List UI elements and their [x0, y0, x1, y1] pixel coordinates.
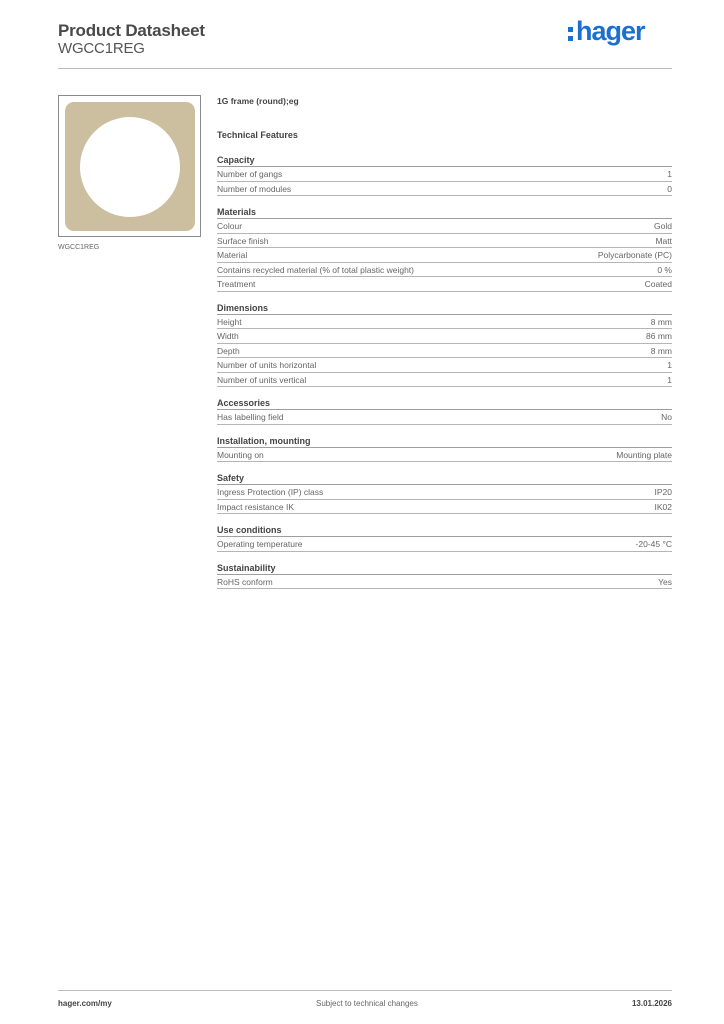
spec-label: Treatment [217, 279, 256, 289]
spec-value: Mounting plate [616, 449, 672, 460]
spec-label: Width [217, 331, 239, 341]
section-title: Safety [217, 473, 672, 485]
spec-section [217, 525, 672, 552]
spec-value: 1 [667, 169, 672, 179]
footer-website-link[interactable]: hager.com/my [58, 999, 112, 1008]
spec-row [217, 248, 672, 263]
spec-section [217, 563, 672, 590]
spec-value: Matt [655, 235, 672, 246]
spec-label: Surface finish [217, 235, 269, 246]
spec-sections [217, 155, 672, 589]
technical-content [217, 96, 672, 589]
spec-label: RoHS conform [217, 576, 273, 587]
spec-label: Number of gangs [217, 169, 283, 179]
product-code: WGCC1REG [58, 40, 145, 57]
spec-label: Impact resistance IK [217, 501, 295, 512]
spec-label: Height [217, 316, 242, 327]
spec-value: Polycarbonate (PC) [597, 250, 672, 260]
section-title: Materials [217, 207, 672, 219]
spec-value: Gold [654, 221, 672, 231]
spec-row [217, 234, 672, 249]
spec-row [217, 219, 672, 234]
spec-row [217, 485, 672, 500]
frame-plate [65, 102, 195, 231]
spec-row [217, 537, 672, 552]
spec-value: -20-45 °C [635, 539, 672, 549]
spec-value: Coated [644, 279, 672, 289]
spec-section [217, 398, 672, 425]
spec-label: Number of units vertical [217, 374, 307, 385]
spec-value: IK02 [654, 501, 672, 512]
hager-logo[interactable] [568, 16, 645, 47]
spec-row [217, 182, 672, 197]
spec-value: 0 [667, 183, 672, 194]
spec-value: No [661, 412, 672, 422]
spec-section [217, 303, 672, 388]
section-title: Sustainability [217, 563, 672, 575]
logo-dots-icon [568, 27, 573, 41]
section-title: Use conditions [217, 525, 672, 537]
footer-divider [58, 990, 672, 991]
product-image [58, 95, 201, 237]
spec-row [217, 410, 672, 425]
section-title: Capacity [217, 155, 672, 167]
footer-date: 13.01.2026 [631, 999, 672, 1008]
spec-label: Contains recycled material (% of total plastic weight) [217, 264, 414, 275]
spec-label: Depth [217, 345, 240, 356]
header-divider [58, 68, 672, 69]
image-caption: WGCC1REG [58, 244, 100, 251]
section-title: Installation, mounting [217, 436, 672, 448]
section-title: Accessories [217, 398, 672, 410]
spec-row [217, 575, 672, 590]
spec-section [217, 155, 672, 196]
spec-label: Has labelling field [217, 412, 284, 422]
spec-label: Material [217, 250, 248, 260]
spec-row [217, 315, 672, 330]
spec-label: Number of modules [217, 183, 292, 194]
spec-row [217, 263, 672, 278]
spec-label: Colour [217, 221, 243, 231]
spec-value: IP20 [654, 487, 672, 497]
spec-row [217, 167, 672, 182]
footer-notice: Subject to technical changes [316, 999, 418, 1008]
spec-label: Number of units horizontal [217, 360, 317, 370]
spec-value: 1 [667, 374, 672, 385]
spec-section [217, 436, 672, 463]
spec-value: 8 mm [650, 316, 672, 327]
spec-section [217, 473, 672, 514]
frame-opening [80, 117, 180, 217]
section-title: Dimensions [217, 303, 672, 315]
spec-row [217, 277, 672, 292]
spec-value: Yes [658, 576, 672, 587]
product-description: 1G frame (round);eg [217, 96, 299, 106]
spec-value: 0 % [657, 264, 672, 275]
spec-label: Mounting on [217, 449, 264, 460]
page-title: Product Datasheet [58, 21, 205, 40]
logo-text: hager [576, 16, 645, 46]
spec-row [217, 329, 672, 344]
spec-value: 8 mm [650, 345, 672, 356]
spec-row [217, 358, 672, 373]
spec-row [217, 448, 672, 463]
spec-label: Ingress Protection (IP) class [217, 487, 324, 497]
spec-section [217, 207, 672, 292]
spec-row [217, 373, 672, 388]
spec-row [217, 500, 672, 515]
technical-features-title: Technical Features [217, 130, 298, 140]
spec-value: 86 mm [646, 331, 672, 341]
spec-value: 1 [667, 360, 672, 370]
spec-row [217, 344, 672, 359]
spec-label: Operating temperature [217, 539, 303, 549]
